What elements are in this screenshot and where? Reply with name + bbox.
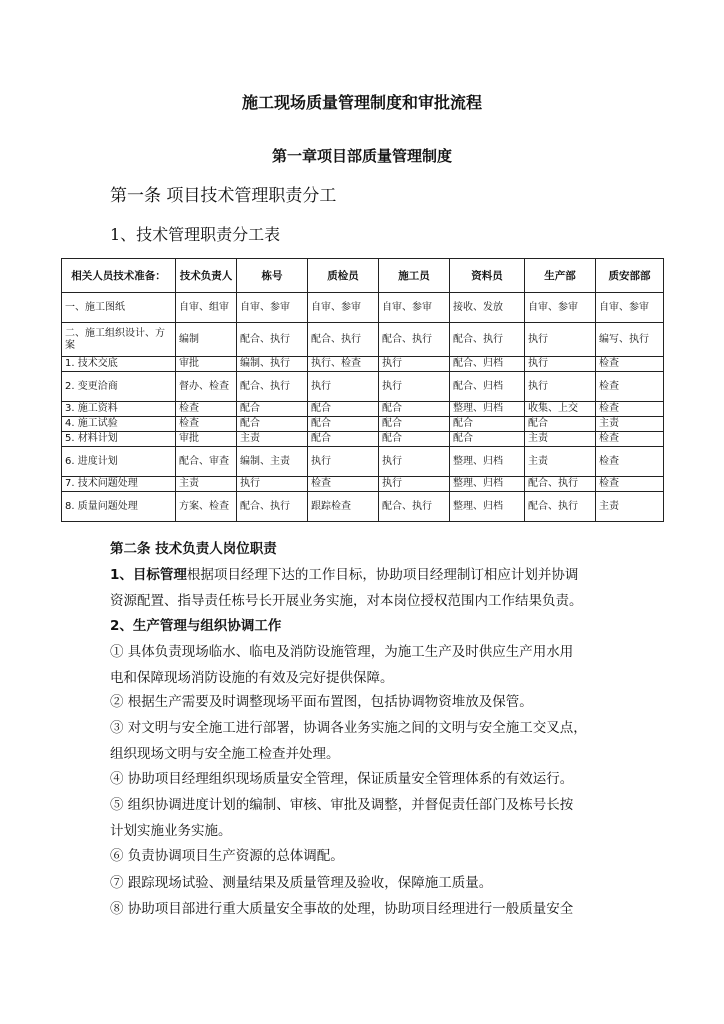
table-cell: 整理、归档	[450, 447, 525, 477]
table-cell: 配合、执行	[308, 323, 379, 357]
table-header-cell: 技术负责人	[176, 259, 237, 293]
table-cell: 编制	[176, 323, 237, 357]
table-cell: 执行	[525, 357, 596, 372]
table-cell: 配合	[450, 417, 525, 432]
table-row	[62, 293, 664, 323]
article-1-heading: 第一条 项目技术管理职责分工	[110, 186, 337, 206]
table-cell: 自审、参审	[525, 293, 596, 323]
list-item: ⑤ 组织协调进度计划的编制、审核、审批及调整，并督促责任部门及栋号长按	[110, 797, 574, 813]
list-item-continuation: 计划实施业务实施。	[110, 823, 232, 839]
table-cell: 检查	[176, 417, 237, 432]
list-item: ② 根据生产需要及时调整现场平面布置图，包括协调物资堆放及保管。	[110, 694, 533, 710]
table-cell: 配合	[237, 402, 308, 417]
table-row	[62, 447, 664, 477]
table-cell: 配合、执行	[237, 372, 308, 402]
table-cell: 整理、归档	[450, 402, 525, 417]
table-header-cell: 资料员	[450, 259, 525, 293]
table-cell: 主责	[176, 477, 237, 492]
paragraph-line: 资源配置、指导责任栋号长开展业务实施，对本岗位授权范围内工作结果负责。	[110, 593, 583, 609]
table-cell: 审批	[176, 357, 237, 372]
table-cell: 检查	[308, 477, 379, 492]
paragraph-lead	[110, 614, 630, 634]
table-cell: 自审、参审	[379, 293, 450, 323]
table-cell: 配合	[237, 417, 308, 432]
table-cell: 编制、主责	[237, 447, 308, 477]
table-cell: 2. 变更洽商	[62, 372, 176, 402]
table-row	[62, 372, 664, 402]
table-header-cell: 栋号	[237, 259, 308, 293]
table-cell: 主责	[525, 432, 596, 447]
table-cell: 配合、执行	[525, 492, 596, 522]
table-cell: 一、施工图纸	[62, 293, 176, 323]
table-cell: 配合、执行	[450, 323, 525, 357]
table-cell: 二、施工组织设计、方案	[62, 323, 176, 357]
table-cell: 执行	[379, 357, 450, 372]
table-cell: 执行	[308, 372, 379, 402]
table-cell: 审批	[176, 432, 237, 447]
table-cell: 自审、参审	[596, 293, 664, 323]
table-cell: 8. 质量问题处理	[62, 492, 176, 522]
table-cell: 配合	[379, 432, 450, 447]
table-cell: 检查	[596, 432, 664, 447]
table-cell: 配合、执行	[525, 477, 596, 492]
table-cell: 配合、归档	[450, 372, 525, 402]
table-header-cell: 质安部部	[596, 259, 664, 293]
table-cell: 自审、组审	[176, 293, 237, 323]
table-cell: 整理、归档	[450, 492, 525, 522]
table-row	[62, 432, 664, 447]
table-header-cell: 生产部	[525, 259, 596, 293]
table-row	[62, 402, 664, 417]
table-cell: 6. 进度计划	[62, 447, 176, 477]
list-item-continuation: 组织现场文明与安全施工检查并处理。	[110, 746, 340, 762]
table-row	[62, 477, 664, 492]
list-item: ⑥ 负责协调项目生产资源的总体调配。	[110, 848, 344, 864]
table-cell: 编写、执行	[596, 323, 664, 357]
table-cell: 3. 施工资料	[62, 402, 176, 417]
paragraph-goal-management	[110, 563, 630, 583]
table-cell: 收集、上交	[525, 402, 596, 417]
table-cell: 7. 技术问题处理	[62, 477, 176, 492]
table-cell: 执行	[525, 323, 596, 357]
table-cell: 检查	[596, 357, 664, 372]
table-cell: 配合	[308, 432, 379, 447]
table-cell: 1. 技术交底	[62, 357, 176, 372]
table-cell: 主责	[237, 432, 308, 447]
table-cell: 配合	[379, 402, 450, 417]
table-cell: 配合、归档	[450, 357, 525, 372]
list-item: ④ 协助项目经理组织现场质量安全管理，保证质量安全管理体系的有效运行。	[110, 771, 574, 787]
table-cell: 执行	[525, 372, 596, 402]
list-item: ③ 对文明与安全施工进行部署，协调各业务实施之间的文明与安全施工交叉点，	[110, 720, 587, 736]
table-header-row	[62, 259, 664, 293]
table-row	[62, 323, 664, 357]
table-cell: 整理、归档	[450, 477, 525, 492]
table-cell: 主责	[525, 447, 596, 477]
table-cell: 执行	[379, 477, 450, 492]
table-header-cell: 相关人员技术准备：	[62, 259, 176, 293]
table-cell: 配合、审查	[176, 447, 237, 477]
table-cell: 配合	[525, 417, 596, 432]
paragraph-text: 根据项目经理下达的工作目标，协助项目经理制订相应计划并协调	[186, 567, 579, 583]
document-title: 施工现场质量管理制度和审批流程	[241, 93, 482, 112]
list-item-continuation: 电和保障现场消防设施的有效及完好提供保障。	[110, 670, 394, 686]
list-item: ⑧ 协助项目部进行重大质量安全事故的处理，协助项目经理进行一般质量安全	[110, 901, 574, 917]
table-cell: 配合	[308, 402, 379, 417]
table-cell: 主责	[596, 417, 664, 432]
chapter-title: 第一章项目部质量管理制度	[271, 147, 452, 165]
table-cell: 检查	[176, 402, 237, 417]
table-cell: 配合、执行	[237, 492, 308, 522]
table-row	[62, 417, 664, 432]
table-header-cell: 施工员	[379, 259, 450, 293]
table-cell: 检查	[596, 447, 664, 477]
table-cell: 配合、执行	[379, 323, 450, 357]
table-cell: 执行	[379, 372, 450, 402]
table-row	[62, 357, 664, 372]
table-cell: 检查	[596, 402, 664, 417]
table-cell: 主责	[596, 492, 664, 522]
subheading-responsibility-table: 1、技术管理职责分工表	[110, 225, 281, 244]
table-cell: 检查	[596, 477, 664, 492]
list-item: ⑦ 跟踪现场试验、测量结果及质量管理及验收，保障施工质量。	[110, 875, 493, 891]
table-cell: 检查	[596, 372, 664, 402]
table-cell: 督办、检查	[176, 372, 237, 402]
table-cell: 自审、参审	[237, 293, 308, 323]
table-cell: 配合	[450, 432, 525, 447]
table-cell: 方案、检查	[176, 492, 237, 522]
table-cell: 5. 材料计划	[62, 432, 176, 447]
article-2-heading: 第二条 技术负责人岗位职责	[110, 541, 277, 557]
paragraph-lead-bold: 2、生产管理与组织协调工作	[110, 618, 282, 634]
table-cell: 接收、发放	[450, 293, 525, 323]
responsibility-table	[61, 258, 664, 522]
table-cell: 配合	[308, 417, 379, 432]
table-cell: 配合	[379, 417, 450, 432]
table-cell: 配合、执行	[237, 323, 308, 357]
table-cell: 执行	[237, 477, 308, 492]
table-cell: 4. 施工试验	[62, 417, 176, 432]
table-cell: 跟踪检查	[308, 492, 379, 522]
table-cell: 配合、执行	[379, 492, 450, 522]
table-header-cell: 质检员	[308, 259, 379, 293]
table-cell: 执行	[308, 447, 379, 477]
table-cell: 执行、检查	[308, 357, 379, 372]
table-row	[62, 492, 664, 522]
table-cell: 编制、执行	[237, 357, 308, 372]
paragraph-lead: 1、目标管理	[110, 567, 187, 583]
table-cell: 自审、参审	[308, 293, 379, 323]
list-item: ① 具体负责现场临水、临电及消防设施管理，为施工生产及时供应生产用水用	[110, 644, 574, 660]
table-cell: 执行	[379, 447, 450, 477]
